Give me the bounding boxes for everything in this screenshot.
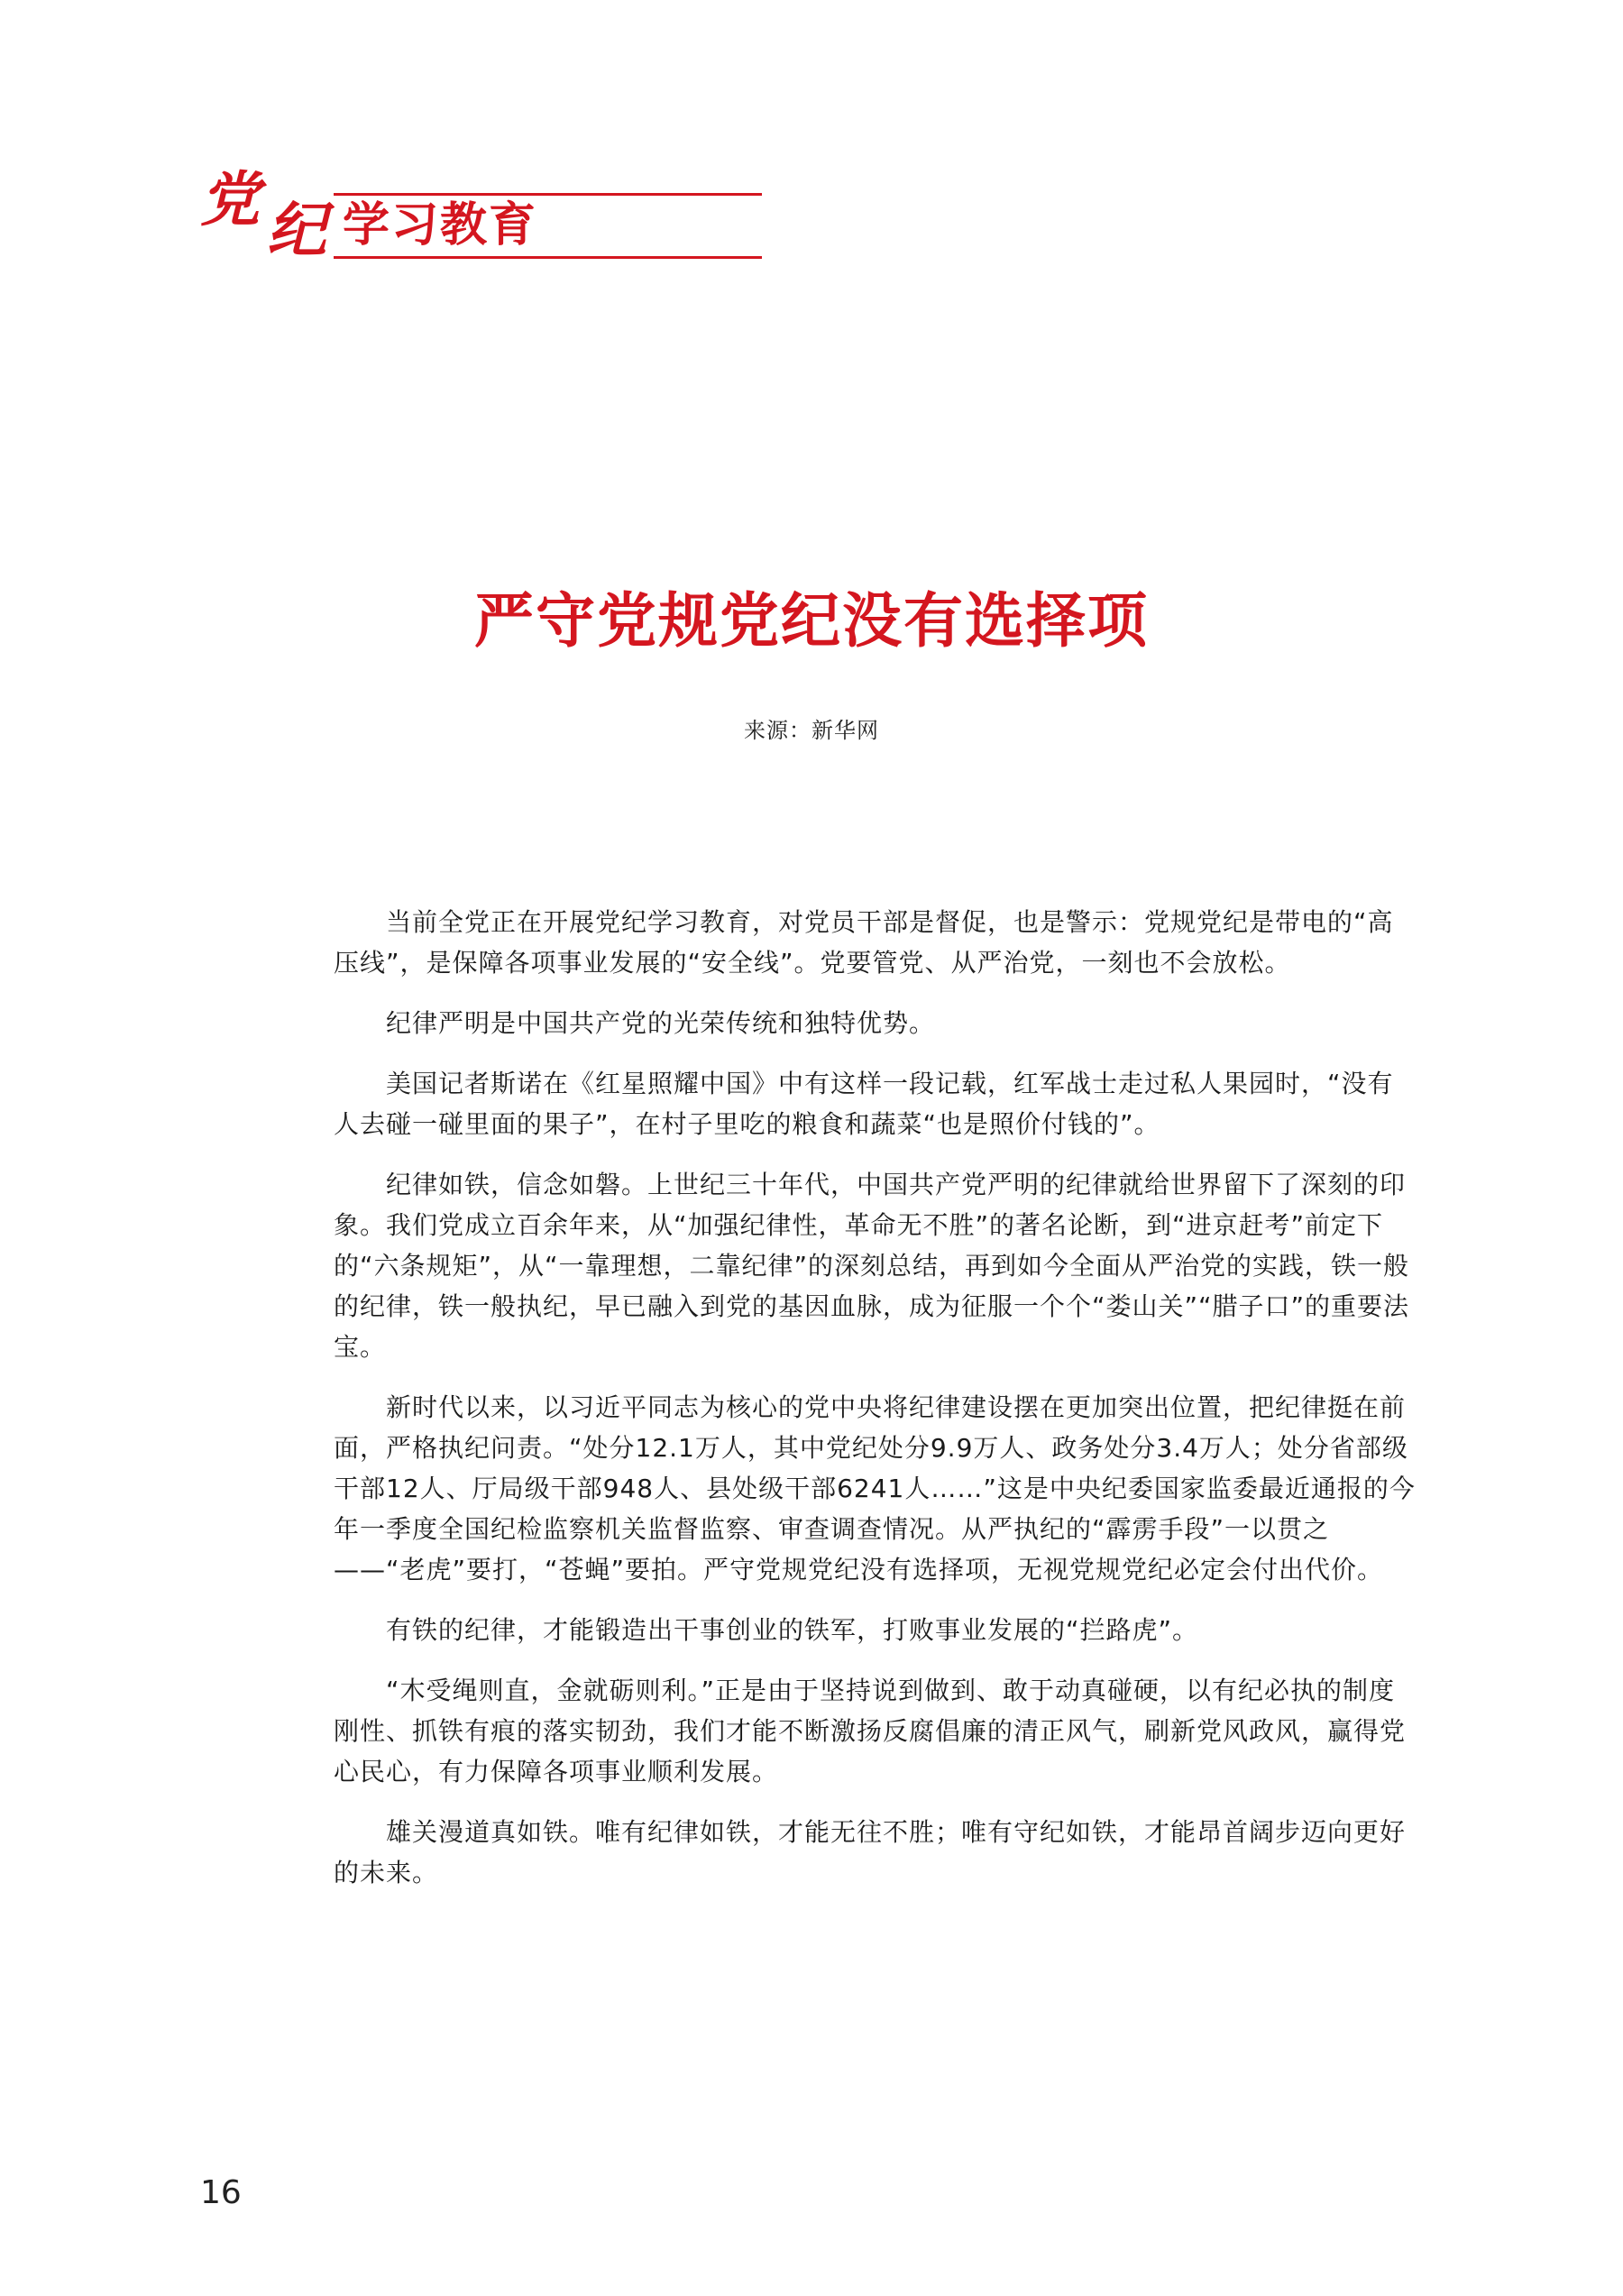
article-body [334,902,1416,1913]
logo-char-dang: 党 [200,164,260,234]
paragraph: 美国记者斯诺在《红星照耀中国》中有这样一段记载，红军战士走过私人果园时，“没有人去碰一碰里面的果子”，在村子里吃的粮食和蔬菜“也是照价付钱的”。 [334,1069,1394,1139]
article-title: 严守党规党纪没有选择项 [474,585,1149,656]
logo-char-ji: 纪 [267,195,326,265]
page-number: 16 [200,2174,242,2211]
paragraph: 有铁的纪律，才能锻造出干事创业的铁军，打败事业发展的“拦路虎”。 [386,1615,1199,1645]
paragraph: 雄关漫道真如铁。唯有纪律如铁，才能无往不胜；唯有守纪如铁，才能昂首阔步迈向更好的未来。 [334,1817,1407,1887]
header-rule-top [334,193,762,196]
column-subtitle: 学习教育 [343,197,538,253]
paragraph: “木受绳则直，金就砺则利。”正是由于坚持说到做到、敢于动真碰硬，以有纪必执的制度刚性、抓铁有痕的落实韧劲，我们才能不断激扬反腐倡廉的清正风气，刷新党风政风，赢得党心民心，有力保障各项事业顺利发展。 [334,1676,1407,1786]
header-rule-bottom [334,256,762,259]
paragraph: 纪律如铁，信念如磐。上世纪三十年代，中国共产党严明的纪律就给世界留下了深刻的印象。我们党成立百余年来，从“加强纪律性，革命无不胜”的著名论断，到“进京赶考”前定下的“六条规矩”，从“一靠理想，二靠纪律”的深刻总结，再到如今全面从严治党的实践，铁一般的纪律，铁一般执纪，早已融入到党的基因血脉，成为征服一个个“娄山关”“腊子口”的重要法宝。 [334,1170,1410,1362]
paragraph: 纪律严明是中国共产党的光荣传统和独特优势。 [386,1008,936,1038]
paragraph: 当前全党正在开展党纪学习教育，对党员干部是督促，也是警示：党规党纪是带电的“高压线”，是保障各项事业发展的“安全线”。党要管党、从严治党，一刻也不会放松。 [334,907,1394,978]
article-source: 来源：新华网 [744,718,879,743]
paragraph: 新时代以来，以习近平同志为核心的党中央将纪律建设摆在更加突出位置，把纪律挺在前面，严格执纪问责。“处分12.1万人，其中党纪处分9.9万人、政务处分3.4万人；处分省部级干部12人、厅局级干部948人、县处级干部6241人……”这是中央纪委国家监委最近通报的今年一季度全国纪检监察机关监督监察、审查调查情况。从严执纪的“霹雳手段”一以贯之——“老虎”要打，“苍蝇”要拍。严守党规党纪没有选择项，无视党规党纪必定会付出代价。 [334,1392,1416,1584]
